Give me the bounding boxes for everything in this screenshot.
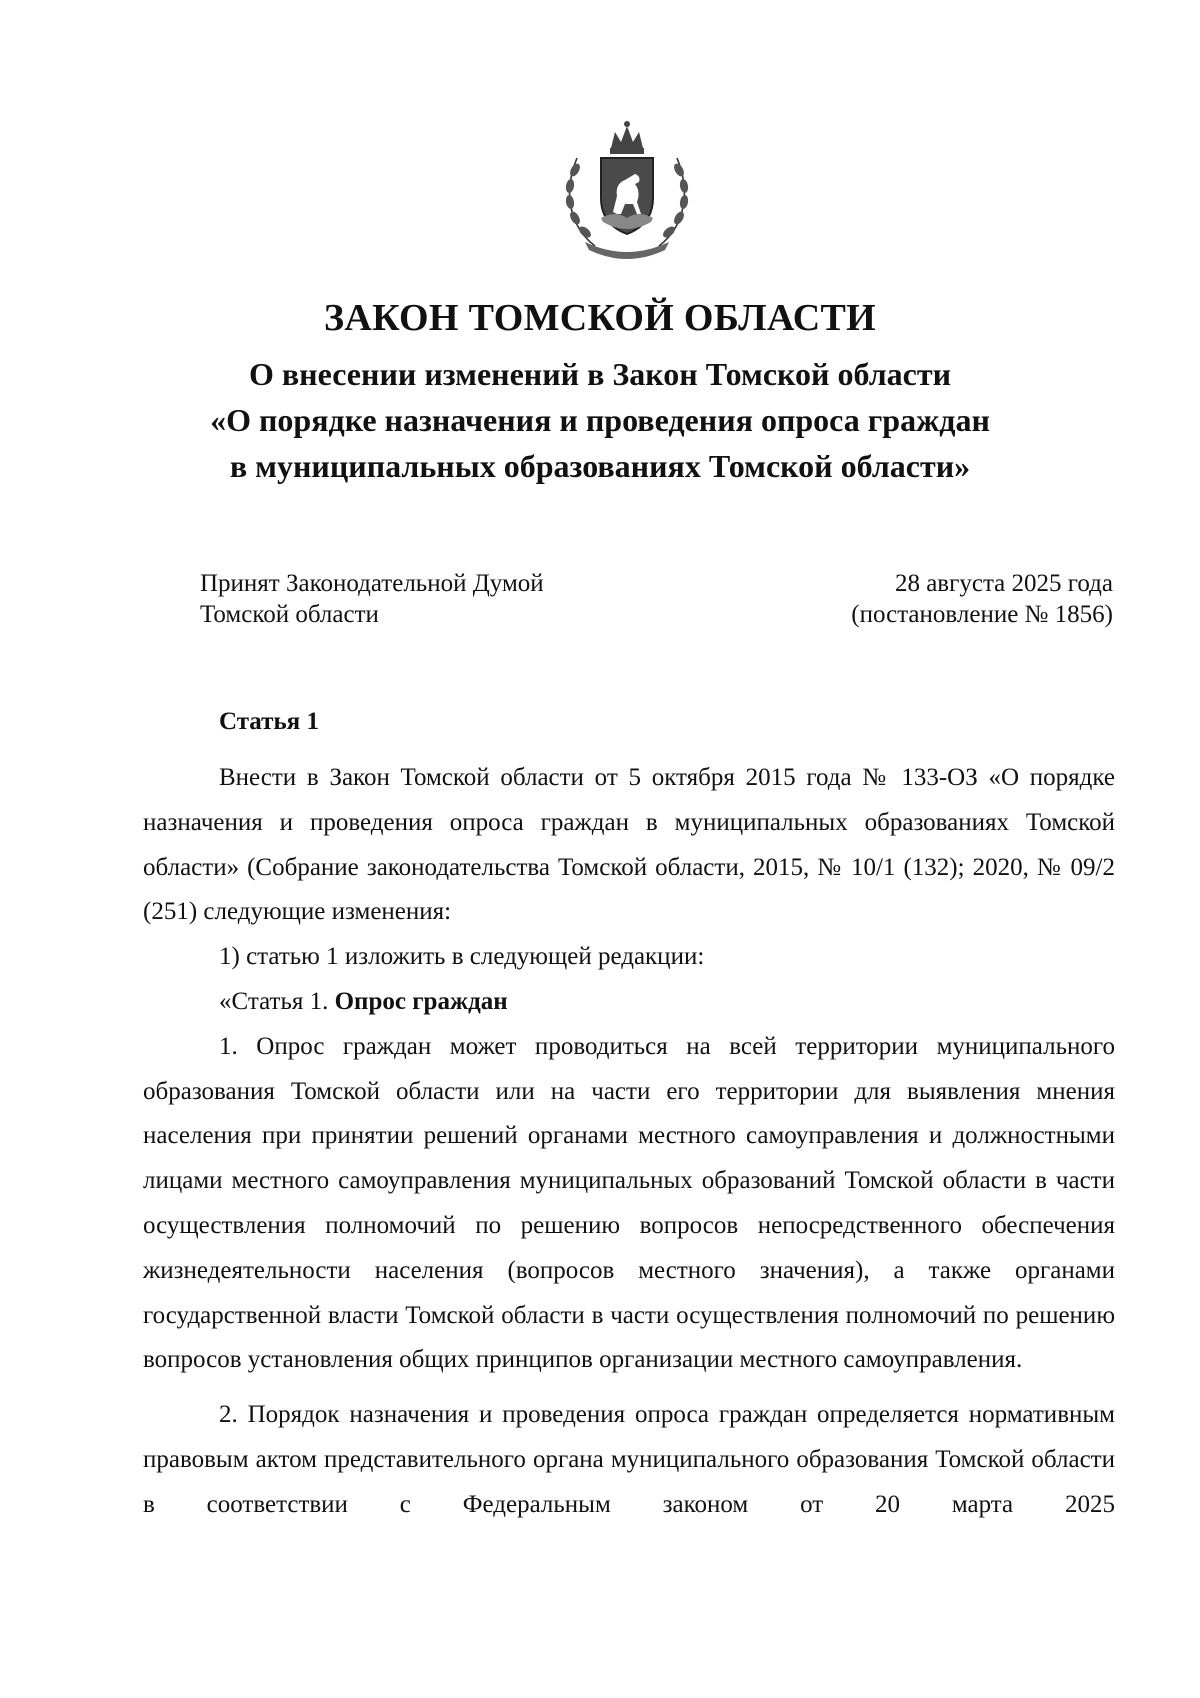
document-title-block (140, 295, 1060, 489)
article-intro-paragraph: Внести в Закон Томской области от 5 октября 2015 года № 133-ОЗ «О порядке назначения и проведения опроса граждан в муниципальных образованиях Томской области» (Собрание законодательства Томской области, 2015, № 10/1 (132); 2020, № 09/2 (251) следующие изменения: (143, 764, 1115, 926)
point-1-paragraph: 1. Опрос граждан может проводиться на всей территории муниципального образования Томской области или на части его территории для выявления мнения населения при принятии решений органами местного самоуправления и должностными лицами местного самоуправления муниципальных образований Томской области в части осуществления полномочий по решению вопросов непосредственного обеспечения жизнедеятельности населения (вопросов местного значения), а также органами государственной власти Томской области в части осуществления полномочий по решению вопросов установления общих принципов организации местного самоуправления. (143, 1032, 1115, 1374)
adoption-date (851, 568, 1113, 630)
amendment-item-1: 1) статью 1 изложить в следующей редакции: (219, 943, 705, 971)
law-subtitle-line-2: «О порядке назначения и проведения опроса граждан (210, 402, 990, 438)
quoted-article-prefix: «Статья 1. (219, 987, 335, 1015)
quoted-article-title: Опрос граждан (334, 987, 508, 1015)
law-subtitle-line-3: в муниципальных образованиях Томской области» (229, 448, 971, 484)
law-subtitle-line-1: О внесении изменений в Закон Томской области (249, 356, 951, 392)
resolution-number: (постановление № 1856) (851, 601, 1113, 628)
document-body (143, 706, 1115, 1528)
article-heading: Статья 1 (219, 708, 319, 735)
adopting-body (200, 568, 544, 630)
law-title: ЗАКОН ТОМСКОЙ ОБЛАСТИ (324, 297, 876, 339)
adoption-date-line: 28 августа 2025 года (894, 570, 1113, 597)
quoted-article-heading (143, 980, 1115, 1025)
adopting-body-line-1: Принят Законодательной Думой (200, 570, 544, 597)
coat-of-arms-emblem (555, 118, 699, 262)
point-2-paragraph: 2. Порядок назначения и проведения опроса граждан определяется нормативным правовым актом представительного органа муниципального образования Томской области в соответствии с Федеральным законом от 20 марта 2025 (143, 1401, 1115, 1518)
adopting-body-line-2: Томской области (200, 601, 379, 628)
